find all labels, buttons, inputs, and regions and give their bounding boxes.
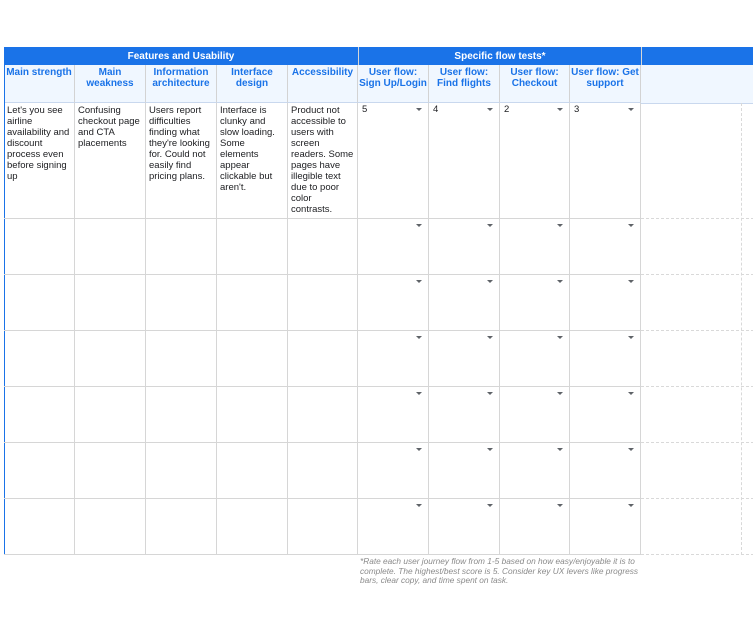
cell-flow-find-flights[interactable]	[429, 331, 500, 387]
cell-flow-signup[interactable]	[358, 387, 429, 443]
cell-interface-design[interactable]	[217, 387, 288, 443]
cell-main-strength[interactable]	[4, 387, 75, 443]
cell-text: Interface is clunky and slow loading. Some elements appear clickable but aren't.	[220, 105, 275, 193]
rating-value: 2	[504, 104, 510, 115]
chevron-down-icon[interactable]	[487, 392, 493, 395]
cell-flow-support[interactable]	[570, 219, 641, 275]
column-header-flow-find-flights[interactable]: User flow: Find flights	[429, 65, 500, 103]
group-header-features: Features and Usability	[4, 47, 358, 65]
cell-flow-signup[interactable]	[358, 499, 429, 555]
column-header-main-weakness[interactable]: Main weakness	[75, 65, 146, 103]
cell-flow-support[interactable]	[570, 499, 641, 555]
chevron-down-icon[interactable]	[628, 336, 634, 339]
cell-flow-find-flights[interactable]	[429, 387, 500, 443]
cell-accessibility[interactable]	[288, 499, 358, 555]
cell-information-architecture[interactable]	[146, 387, 217, 443]
cell-text: Product not accessible to users with screen readers. Some pages have illegible text due to poor color contrasts.	[291, 105, 354, 215]
chevron-down-icon[interactable]	[628, 108, 634, 111]
column-header-filler	[641, 65, 753, 104]
column-header-information-architecture[interactable]: Information architecture	[146, 65, 217, 103]
chevron-down-icon[interactable]	[487, 224, 493, 227]
chevron-down-icon[interactable]	[416, 280, 422, 283]
cell-flow-find-flights[interactable]	[429, 443, 500, 499]
cell-accessibility[interactable]	[288, 387, 358, 443]
chevron-down-icon[interactable]	[628, 280, 634, 283]
cell-flow-checkout[interactable]	[500, 331, 570, 387]
column-header-flow-checkout[interactable]: User flow: Checkout	[500, 65, 570, 103]
cell-main-weakness[interactable]	[75, 443, 146, 499]
chevron-down-icon[interactable]	[487, 504, 493, 507]
cell-information-architecture[interactable]	[146, 219, 217, 275]
cell-main-weakness[interactable]	[75, 275, 146, 331]
column-header-flow-support[interactable]: User flow: Get support	[570, 65, 641, 103]
cell-text: Let's you see airline availability and discount process even before signing up	[7, 105, 70, 182]
cell-flow-support[interactable]	[570, 275, 641, 331]
chevron-down-icon[interactable]	[557, 108, 563, 111]
chevron-down-icon[interactable]	[557, 392, 563, 395]
chevron-down-icon[interactable]	[557, 504, 563, 507]
cell-accessibility[interactable]	[288, 275, 358, 331]
rating-value: 5	[362, 104, 368, 115]
cell-flow-support[interactable]	[570, 331, 641, 387]
chevron-down-icon[interactable]	[628, 392, 634, 395]
cell-text: Users report difficulties finding what they're looking for. Could not easily find pricing plans.	[149, 105, 210, 182]
chevron-down-icon[interactable]	[628, 224, 634, 227]
cell-flow-support[interactable]	[570, 443, 641, 499]
chevron-down-icon[interactable]	[487, 336, 493, 339]
group-header-flows: Specific flow tests*	[358, 47, 641, 65]
cell-flow-signup[interactable]	[358, 219, 429, 275]
cell-flow-signup[interactable]	[358, 443, 429, 499]
cell-main-weakness[interactable]	[75, 103, 146, 219]
cell-flow-checkout[interactable]	[500, 275, 570, 331]
chevron-down-icon[interactable]	[557, 448, 563, 451]
cell-information-architecture[interactable]	[146, 103, 217, 219]
cell-text: Confusing checkout page and CTA placements	[78, 105, 140, 149]
cell-flow-checkout[interactable]	[500, 103, 570, 219]
chevron-down-icon[interactable]	[487, 280, 493, 283]
chevron-down-icon[interactable]	[487, 448, 493, 451]
cell-flow-checkout[interactable]	[500, 219, 570, 275]
chevron-down-icon[interactable]	[416, 224, 422, 227]
chevron-down-icon[interactable]	[487, 108, 493, 111]
chevron-down-icon[interactable]	[557, 224, 563, 227]
chevron-down-icon[interactable]	[557, 280, 563, 283]
rating-footnote: *Rate each user journey flow from 1-5 based on how easy/enjoyable it is to complete. The highest/best score is 5. Consider key UX levers like progress bars, clear copy, and time spent on task.	[360, 556, 639, 586]
rating-value: 3	[574, 104, 580, 115]
cell-accessibility[interactable]	[288, 331, 358, 387]
column-header-main-strength[interactable]: Main strength	[4, 65, 75, 103]
chevron-down-icon[interactable]	[416, 448, 422, 451]
cell-information-architecture[interactable]	[146, 499, 217, 555]
column-header-interface-design[interactable]: Interface design	[217, 65, 288, 103]
cell-flow-find-flights[interactable]	[429, 219, 500, 275]
cell-flow-find-flights[interactable]	[429, 275, 500, 331]
cell-flow-support[interactable]	[570, 103, 641, 219]
group-header-filler	[641, 47, 753, 65]
rating-value: 4	[433, 104, 439, 115]
cell-flow-signup[interactable]	[358, 331, 429, 387]
cell-flow-checkout[interactable]	[500, 499, 570, 555]
cell-main-weakness[interactable]	[75, 499, 146, 555]
cell-main-strength[interactable]	[4, 103, 75, 219]
cell-accessibility[interactable]	[288, 103, 358, 219]
cell-main-strength[interactable]	[4, 219, 75, 275]
cell-information-architecture[interactable]	[146, 275, 217, 331]
cell-flow-checkout[interactable]	[500, 443, 570, 499]
cell-interface-design[interactable]	[217, 219, 288, 275]
cell-main-strength[interactable]	[4, 275, 75, 331]
cell-main-strength[interactable]	[4, 443, 75, 499]
cell-interface-design[interactable]	[217, 499, 288, 555]
cell-accessibility[interactable]	[288, 219, 358, 275]
cell-information-architecture[interactable]	[146, 443, 217, 499]
cell-flow-find-flights[interactable]	[429, 103, 500, 219]
cell-interface-design[interactable]	[217, 275, 288, 331]
chevron-down-icon[interactable]	[557, 336, 563, 339]
chevron-down-icon[interactable]	[416, 504, 422, 507]
chevron-down-icon[interactable]	[416, 336, 422, 339]
column-header-flow-signup[interactable]: User flow: Sign Up/Login	[358, 65, 429, 103]
cell-accessibility[interactable]	[288, 443, 358, 499]
cell-main-strength[interactable]	[4, 331, 75, 387]
chevron-down-icon[interactable]	[628, 504, 634, 507]
cell-interface-design[interactable]	[217, 331, 288, 387]
cell-flow-checkout[interactable]	[500, 387, 570, 443]
cell-main-strength[interactable]	[4, 499, 75, 555]
cell-main-weakness[interactable]	[75, 387, 146, 443]
cell-main-weakness[interactable]	[75, 219, 146, 275]
empty-column	[641, 103, 742, 555]
chevron-down-icon[interactable]	[416, 392, 422, 395]
cell-main-weakness[interactable]	[75, 331, 146, 387]
chevron-down-icon[interactable]	[628, 448, 634, 451]
cell-interface-design[interactable]	[217, 103, 288, 219]
cell-flow-support[interactable]	[570, 387, 641, 443]
chevron-down-icon[interactable]	[416, 108, 422, 111]
cell-information-architecture[interactable]	[146, 331, 217, 387]
cell-flow-find-flights[interactable]	[429, 499, 500, 555]
cell-flow-signup[interactable]	[358, 275, 429, 331]
cell-interface-design[interactable]	[217, 443, 288, 499]
column-header-accessibility[interactable]: Accessibility	[288, 65, 358, 103]
cell-flow-signup[interactable]	[358, 103, 429, 219]
